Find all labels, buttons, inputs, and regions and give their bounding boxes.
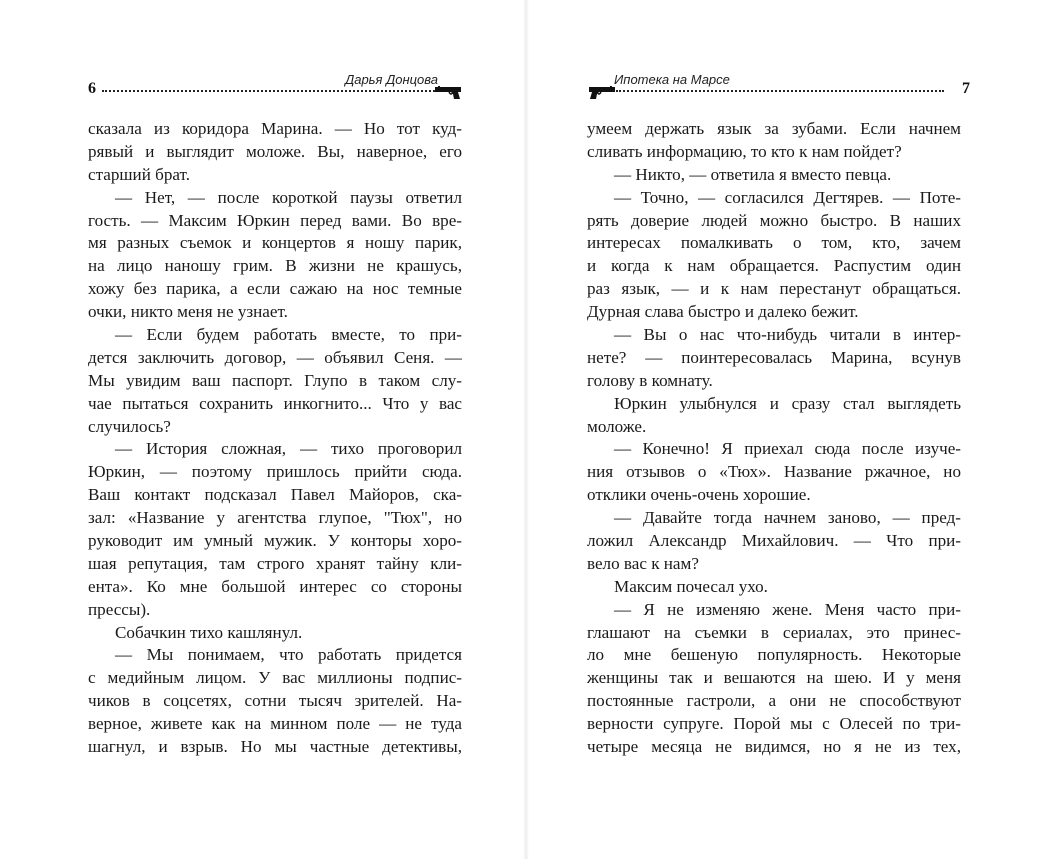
running-title-book: Ипотека на Марсе	[614, 72, 730, 87]
header-dotted-rule	[616, 90, 944, 92]
text-line: умеем держать язык за зубами. Если начнем	[587, 119, 961, 138]
text-line: и когда к нам обращается. Распустим один	[587, 256, 961, 276]
text-line: чае пытаться сохранить инкогнито... Что у вас	[88, 393, 462, 413]
page-number: 6	[88, 80, 96, 97]
text-line: глашают на съемки в сериалах, это принес-	[587, 622, 961, 642]
text-line: моложе.	[587, 416, 647, 436]
left-page-text	[88, 118, 462, 759]
text-line: дется заключить договор, — объявил Сеня. —	[88, 347, 462, 367]
text-line: рявый и выглядит моложе. Вы, наверное, его	[88, 141, 462, 161]
text-line: сказала из коридора Марина. — Но тот куд-	[88, 119, 462, 138]
right-page-text	[587, 118, 961, 759]
text-line: старший брат.	[88, 164, 190, 184]
text-line: мя разных съемок и концертов я ношу парик,	[88, 233, 462, 253]
pistol-icon	[588, 84, 616, 100]
pistol-icon	[434, 84, 462, 100]
text-line: интересах помалкивать о том, кто, зачем	[587, 233, 961, 253]
text-line: сливать информацию, то кто к нам пойдет?	[587, 141, 902, 161]
text-line: с медийным лицом. У вас миллионы подпис-	[88, 668, 462, 688]
text-line: ента». Ко мне большой интерес со стороны	[88, 576, 462, 596]
text-line: очки, никто меня не узнает.	[88, 302, 288, 322]
text-line: — Никто, — ответила я вместо певца.	[614, 164, 892, 184]
text-line: верное, живете как на минном поле — не туда	[88, 714, 462, 734]
text-line: — Мы понимаем, что работать придется	[115, 645, 462, 665]
page-number: 7	[962, 80, 970, 97]
text-line: — Конечно! Я приехал сюда после изуче-	[614, 439, 961, 459]
text-line: четыре месяца не видимся, но я не из тех,	[587, 737, 961, 757]
running-title-author: Дарья Донцова	[345, 72, 438, 87]
text-line: — Нет, — после короткой паузы ответил	[115, 187, 462, 207]
text-line: ло мне бешеную популярность. Некоторые	[587, 645, 961, 665]
text-line: зал: «Название у агентства глупое, "Тюх", но	[88, 508, 462, 528]
text-line: Максим почесал ухо.	[614, 576, 768, 596]
text-line: гость. — Максим Юркин перед вами. Во вре-	[88, 210, 462, 230]
header-dotted-rule	[102, 90, 438, 92]
text-line: руководит им умный мужик. У конторы хоро-	[88, 531, 462, 551]
text-line: Мы увидим ваш паспорт. Глупо в таком слу-	[88, 370, 462, 390]
text-line: — История сложная, — тихо проговорил	[115, 439, 462, 459]
text-line: шагнул, и взрыв. Но мы частные детективы,	[88, 737, 462, 757]
text-line: Юркин, — поэтому пришлось прийти сюда.	[88, 462, 462, 482]
text-line: шая репутация, там строго хранят тайну кли-	[88, 553, 462, 573]
text-line: отклики очень-очень хорошие.	[587, 485, 811, 505]
text-line: — Давайте тогда начнем заново, — пред-	[614, 508, 961, 528]
text-line: верности супруге. Порой мы с Олесей по три-	[587, 714, 961, 734]
right-page	[526, 0, 1052, 859]
text-line: — Вы о нас что-нибудь читали в интер-	[614, 325, 961, 345]
left-page-header	[88, 72, 462, 102]
text-line: ложил Александр Михайлович. — Что при-	[587, 531, 961, 551]
text-line: Собачкин тихо кашлянул.	[115, 622, 303, 642]
text-line: на лицо наношу грим. В жизни не крашусь,	[88, 256, 462, 276]
text-line: случилось?	[88, 416, 171, 436]
text-line: Дурная слава быстро и далеко бежит.	[587, 302, 859, 322]
right-page-header	[588, 72, 970, 102]
text-line: — Я не изменяю жене. Меня часто при-	[614, 599, 961, 619]
text-line: прессы).	[88, 599, 151, 619]
text-line: — Если будем работать вместе, то при-	[115, 325, 462, 345]
text-line: Ваш контакт подсказал Павел Майоров, ска-	[88, 485, 462, 505]
text-line: раз язык, — и к нам перестанут обращаться.	[587, 279, 961, 299]
text-line: нете? — поинтересовалась Марина, всунув	[587, 347, 961, 367]
text-line: постоянные гастроли, а они не способствуют	[587, 691, 961, 711]
text-line: — Точно, — согласился Дегтярев. — Поте-	[614, 187, 961, 207]
text-line: Юркин улыбнулся и сразу стал выглядеть	[614, 393, 961, 413]
text-line: ния отзывов о «Тюх». Название ржачное, но	[587, 462, 961, 482]
text-line: хожу без парика, а если сажаю на нос темные	[88, 279, 462, 299]
text-line: вело вас к нам?	[587, 553, 699, 573]
text-line: женщины так и вешаются на шею. И у меня	[587, 668, 961, 688]
text-line: голову в комнату.	[587, 370, 713, 390]
text-line: чиков в соцсетях, сотни тысяч зрителей. На-	[88, 691, 462, 711]
text-line: рять доверие людей можно быстро. В наших	[587, 210, 961, 230]
